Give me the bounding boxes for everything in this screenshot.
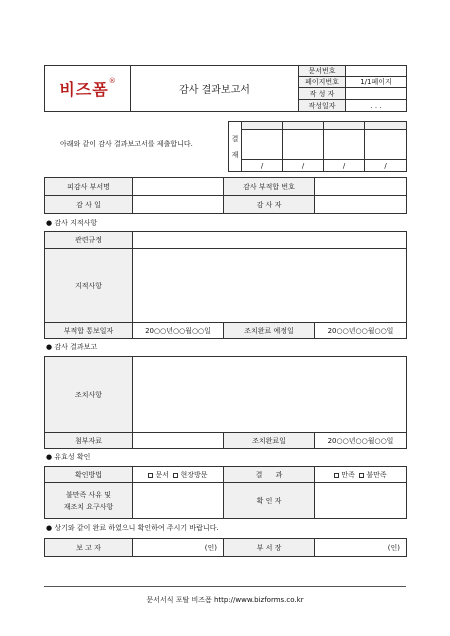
dept-head-seal[interactable]: (인)	[315, 539, 407, 557]
method-site-visit-checkbox[interactable]	[173, 473, 178, 478]
approval-sign-3[interactable]	[324, 130, 365, 160]
approval-date-4[interactable]: /	[365, 160, 407, 172]
approval-sign-2[interactable]	[283, 130, 324, 160]
finding-value[interactable]	[133, 249, 407, 323]
method-options	[133, 467, 224, 483]
section2-heading	[46, 342, 97, 352]
reporter-seal[interactable]: (인)	[133, 539, 224, 557]
meta-label-doc-no: 문서번호	[299, 66, 346, 77]
meta-label-page-no: 페이지번호	[299, 77, 346, 88]
closing-text: 상기와 같이 완료 하였으니 확인하여 주시기 바랍니다.	[54, 524, 219, 532]
finding-no-value[interactable]	[315, 178, 407, 196]
section1-title: 감사 지적사항	[54, 219, 98, 227]
regulation-value[interactable]	[133, 232, 407, 249]
approval-table	[228, 121, 407, 172]
approval-sign-4[interactable]	[365, 130, 407, 160]
approval-date-2[interactable]: /	[283, 160, 324, 172]
section2-title: 감사 결과보고	[54, 343, 98, 351]
result-label: 결 과	[224, 467, 315, 483]
finding-label: 지적사항	[45, 249, 133, 323]
planned-date-label: 조치완료 예정일	[224, 323, 315, 339]
completed-date-value[interactable]: 20○○년○○월○○일	[315, 433, 407, 449]
closing-heading	[46, 523, 219, 533]
method-label: 확인방법	[45, 467, 133, 483]
regulation-label: 관련규정	[45, 232, 133, 249]
meta-value-author[interactable]	[346, 88, 407, 100]
findings-table	[44, 231, 407, 339]
meta-label-author: 작 성 자	[299, 88, 346, 100]
result-satisfied-checkbox[interactable]	[334, 473, 339, 478]
approval-sign-1[interactable]	[242, 130, 283, 160]
attachment-label: 첨부자료	[45, 433, 133, 449]
dept-value[interactable]	[133, 178, 224, 196]
approval-title-1	[242, 122, 283, 130]
reason-label-line1: 불만족 사유 및	[65, 490, 112, 499]
effectiveness-table	[44, 466, 407, 519]
registered-mark: ®	[108, 77, 116, 85]
reporter-label: 보 고 자	[45, 539, 133, 557]
audit-date-label: 감 사 일	[45, 196, 133, 214]
completed-date-label: 조치완료일	[224, 433, 315, 449]
audit-info-table	[44, 177, 407, 214]
reason-value[interactable]	[133, 483, 224, 519]
header-table	[44, 65, 407, 112]
method-document-label: 문서	[155, 470, 169, 479]
result-unsatisfied-label: 불만족	[366, 470, 387, 479]
bullet-icon: ●	[46, 453, 53, 461]
finding-no-label: 감사 부적합 번호	[224, 178, 315, 196]
planned-date-value[interactable]: 20○○년○○월○○일	[315, 323, 407, 339]
reason-label	[45, 483, 133, 519]
action-value[interactable]	[133, 357, 407, 433]
reason-label-line2: 재조치 요구사항	[63, 502, 114, 511]
meta-label-date: 작성일자	[299, 100, 346, 112]
action-label: 조치사항	[45, 357, 133, 433]
bullet-icon: ●	[46, 524, 53, 532]
section1-heading	[46, 218, 97, 228]
audit-date-value[interactable]	[133, 196, 224, 214]
bullet-icon: ●	[46, 219, 53, 227]
approval-label	[229, 122, 242, 172]
section3-title: 유효성 확인	[54, 453, 91, 461]
result-satisfied-label: 만족	[341, 470, 355, 479]
document-title: 감사 결과보고서	[131, 66, 299, 112]
attachment-value[interactable]	[133, 433, 224, 449]
approval-title-3	[324, 122, 365, 130]
dept-label: 피감사 부서명	[45, 178, 133, 196]
confirmer-value[interactable]	[315, 483, 407, 519]
logo-text: 비즈폼	[59, 80, 109, 99]
approval-date-1[interactable]: /	[242, 160, 283, 172]
approval-title-2	[283, 122, 324, 130]
section3-heading	[46, 452, 90, 462]
nc-report-date-value[interactable]: 20○○년○○월○○일	[133, 323, 224, 339]
method-site-visit-label: 현장방문	[180, 470, 208, 479]
nc-report-date-label: 부적합 통보일자	[45, 323, 133, 339]
bullet-icon: ●	[46, 343, 53, 351]
confirmer-label: 확 인 자	[224, 483, 315, 519]
intro-text: 아래와 같이 감사 결과보고서를 제출합니다.	[60, 140, 193, 148]
meta-value-date[interactable]: . . .	[346, 100, 407, 112]
meta-value-doc-no[interactable]	[346, 66, 407, 77]
dept-head-label: 부 서 장	[224, 539, 315, 557]
signature-table	[44, 538, 407, 557]
footer-text: 문서서식 포탈 비즈폼 http://www.bizforms.co.kr	[146, 596, 304, 604]
auditor-value[interactable]	[315, 196, 407, 214]
approval-label-bottom: 재	[231, 150, 239, 159]
results-table	[44, 356, 407, 449]
result-options	[315, 467, 407, 483]
auditor-label: 감 사 자	[224, 196, 315, 214]
footer-divider	[44, 586, 406, 587]
meta-value-page-no: 1/1페이지	[346, 77, 407, 88]
approval-date-3[interactable]: /	[324, 160, 365, 172]
method-document-checkbox[interactable]	[148, 473, 153, 478]
result-unsatisfied-checkbox[interactable]	[359, 473, 364, 478]
logo	[45, 66, 131, 112]
approval-label-top: 결	[231, 134, 239, 143]
approval-title-4	[365, 122, 407, 130]
